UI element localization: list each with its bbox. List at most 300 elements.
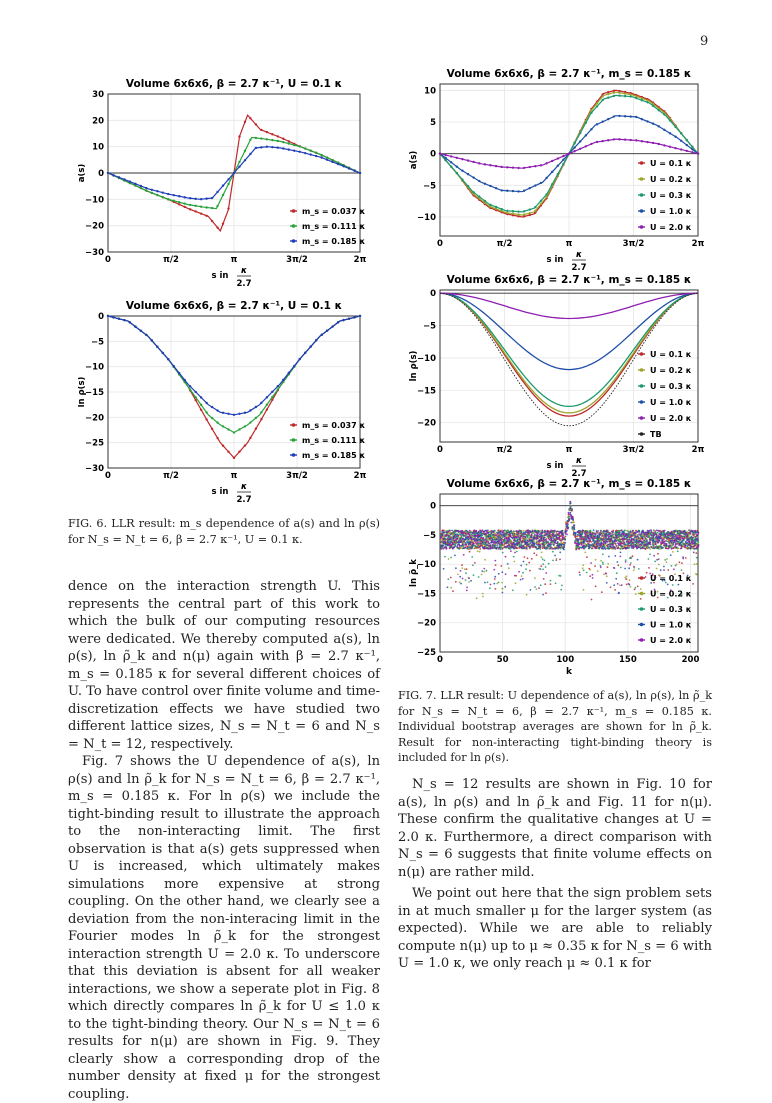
scatter-point bbox=[507, 563, 509, 565]
data-point bbox=[585, 145, 587, 147]
data-point bbox=[337, 163, 339, 165]
scatter-point bbox=[597, 532, 599, 534]
scatter-point bbox=[502, 548, 504, 550]
scatter-point bbox=[695, 536, 697, 538]
scatter-point bbox=[565, 536, 567, 538]
scatter-point bbox=[683, 538, 685, 540]
scatter-point bbox=[697, 546, 699, 548]
scatter-point bbox=[601, 543, 603, 545]
data-point bbox=[326, 156, 328, 158]
scatter-point bbox=[664, 559, 666, 561]
scatter-point bbox=[663, 569, 665, 571]
scatter-point bbox=[520, 579, 522, 581]
scatter-point bbox=[692, 583, 694, 585]
data-point bbox=[200, 198, 202, 200]
scatter-point bbox=[610, 586, 612, 588]
data-point bbox=[629, 115, 631, 117]
scatter-point bbox=[578, 544, 580, 546]
figure-7c bbox=[406, 478, 712, 680]
scatter-point bbox=[630, 536, 632, 538]
scatter-point bbox=[527, 537, 529, 539]
data-point bbox=[467, 173, 469, 175]
data-point bbox=[293, 150, 295, 152]
fig7-caption-label: FIG. 7. bbox=[398, 689, 437, 702]
data-point bbox=[233, 414, 235, 416]
data-point bbox=[249, 153, 251, 155]
data-point bbox=[512, 190, 514, 192]
x-axis-label-denominator: 2.7 bbox=[236, 279, 252, 289]
data-point bbox=[534, 210, 536, 212]
scatter-point bbox=[452, 590, 454, 592]
scatter-point bbox=[573, 524, 575, 526]
scatter-point bbox=[516, 547, 518, 549]
chart-title: Volume 6x6x6, β = 2.7 κ⁻¹, m_s = 0.185 κ bbox=[446, 478, 692, 490]
scatter-point bbox=[479, 548, 481, 550]
scatter-point bbox=[490, 584, 492, 586]
scatter-point bbox=[638, 546, 640, 548]
data-point bbox=[227, 451, 229, 453]
scatter-point bbox=[609, 545, 611, 547]
scatter-point bbox=[656, 533, 658, 535]
scatter-point bbox=[569, 503, 571, 505]
data-point bbox=[123, 178, 125, 180]
scatter-point bbox=[592, 574, 594, 576]
legend-marker bbox=[640, 592, 644, 596]
scatter-point bbox=[633, 539, 635, 541]
scatter-point bbox=[638, 568, 640, 570]
data-point bbox=[551, 160, 553, 162]
chart-fig7b bbox=[406, 270, 712, 480]
data-point bbox=[244, 150, 246, 152]
data-point bbox=[540, 182, 542, 184]
scatter-point bbox=[544, 539, 546, 541]
scatter-point bbox=[574, 532, 576, 534]
scatter-point bbox=[554, 541, 556, 543]
data-point bbox=[359, 172, 361, 174]
scatter-point bbox=[582, 530, 584, 532]
scatter-point bbox=[521, 544, 523, 546]
scatter-point bbox=[481, 570, 483, 572]
scatter-point bbox=[508, 567, 510, 569]
scatter-point bbox=[493, 569, 495, 571]
scatter-point bbox=[634, 589, 636, 591]
y-tick-label: 0 bbox=[98, 312, 104, 322]
data-point bbox=[140, 187, 142, 189]
scatter-point bbox=[606, 575, 608, 577]
scatter-point bbox=[574, 541, 576, 543]
data-point bbox=[238, 413, 240, 415]
scatter-point bbox=[483, 531, 485, 533]
scatter-point bbox=[469, 530, 471, 532]
scatter-point bbox=[605, 573, 607, 575]
legend-marker bbox=[640, 638, 644, 642]
data-point bbox=[652, 122, 654, 124]
scatter-point bbox=[677, 550, 679, 552]
scatter-point bbox=[630, 586, 632, 588]
scatter-point bbox=[539, 548, 541, 550]
scatter-point bbox=[497, 546, 499, 548]
legend-label: U = 0.2 κ bbox=[650, 366, 692, 375]
scatter-point bbox=[536, 554, 538, 556]
data-point bbox=[461, 169, 463, 171]
data-point bbox=[506, 166, 508, 168]
data-point bbox=[249, 409, 251, 411]
legend-marker bbox=[640, 368, 644, 372]
scatter-point bbox=[592, 577, 594, 579]
data-point bbox=[222, 184, 224, 186]
scatter-point bbox=[462, 545, 464, 547]
x-tick-label: 2π bbox=[691, 239, 705, 249]
data-point bbox=[545, 162, 547, 164]
data-point bbox=[562, 155, 564, 157]
data-point bbox=[557, 157, 559, 159]
legend-label: m_s = 0.111 κ bbox=[302, 436, 366, 445]
data-point bbox=[697, 152, 699, 154]
data-point bbox=[607, 97, 609, 99]
scatter-point bbox=[625, 561, 627, 563]
data-point bbox=[517, 213, 519, 215]
scatter-point bbox=[580, 535, 582, 537]
scatter-point bbox=[529, 570, 531, 572]
legend-label: U = 2.0 κ bbox=[650, 414, 692, 423]
scatter-point bbox=[658, 540, 660, 542]
scatter-point bbox=[612, 534, 614, 536]
data-point bbox=[156, 190, 158, 192]
scatter-point bbox=[603, 574, 605, 576]
scatter-point bbox=[515, 575, 517, 577]
scatter-point bbox=[570, 505, 572, 507]
y-tick-label: 30 bbox=[92, 90, 104, 100]
data-point bbox=[601, 99, 603, 101]
data-point bbox=[173, 200, 175, 202]
scatter-point bbox=[602, 563, 604, 565]
scatter-point bbox=[448, 558, 450, 560]
scatter-point bbox=[544, 537, 546, 539]
legend-label: U = 0.3 κ bbox=[650, 382, 692, 391]
data-point bbox=[607, 118, 609, 120]
data-point bbox=[282, 141, 284, 143]
data-point bbox=[512, 212, 514, 214]
left-paragraph-1: dence on the interaction strength U. This represents the central part of this work to which the bulk of our computing resources were dedicated. We thereby computed a(s), ln ρ(s), ln ρ̃_k and n(μ) again with β = 2.7 κ⁻¹, m_s = 0.185 κ for several different choices of U. To have control over finite volume and time-discretization effects we have studied two different lattice sizes, N_s = N_t = 6 and N_s = N_t = 12, respectively. bbox=[68, 579, 380, 752]
scatter-point bbox=[594, 565, 596, 567]
data-point bbox=[255, 417, 257, 419]
scatter-point bbox=[560, 544, 562, 546]
data-point bbox=[162, 191, 164, 193]
scatter-point bbox=[526, 542, 528, 544]
data-point bbox=[686, 150, 688, 152]
data-point bbox=[112, 174, 114, 176]
scatter-point bbox=[613, 546, 615, 548]
legend-marker bbox=[292, 453, 296, 457]
data-point bbox=[590, 143, 592, 145]
scatter-point bbox=[595, 559, 597, 561]
data-point bbox=[123, 319, 125, 321]
data-point bbox=[189, 208, 191, 210]
scatter-point bbox=[629, 564, 631, 566]
right-paragraph-2: We point out here that the sign problem sets in at much smaller μ for the larger system (as expected). While we are able to reliably compute n(μ) up to μ ≈ 0.35 κ for N_s = 6 with U = 1.0 κ, we only reach μ ≈ 0.1 κ for bbox=[398, 886, 712, 971]
x-axis-label: s in bbox=[546, 255, 564, 265]
scatter-point bbox=[628, 567, 630, 569]
data-point bbox=[277, 140, 279, 142]
data-point bbox=[309, 153, 311, 155]
scatter-point bbox=[605, 542, 607, 544]
data-point bbox=[500, 189, 502, 191]
scatter-point bbox=[573, 521, 575, 523]
scatter-point bbox=[540, 556, 542, 558]
scatter-point bbox=[668, 548, 670, 550]
data-point bbox=[216, 421, 218, 423]
data-point bbox=[512, 210, 514, 212]
data-point bbox=[260, 418, 262, 420]
scatter-point bbox=[572, 519, 574, 521]
y-tick-label: −25 bbox=[85, 438, 104, 449]
data-point bbox=[450, 165, 452, 167]
scatter-point bbox=[545, 592, 547, 594]
data-point bbox=[227, 428, 229, 430]
data-point bbox=[624, 92, 626, 94]
y-tick-label: −15 bbox=[417, 589, 436, 600]
x-tick-label: π bbox=[230, 471, 238, 481]
figure-6-caption bbox=[68, 516, 380, 547]
data-point bbox=[646, 101, 648, 103]
scatter-point bbox=[463, 554, 465, 556]
scatter-point bbox=[544, 583, 546, 585]
data-point bbox=[359, 315, 361, 317]
data-point bbox=[238, 165, 240, 167]
scatter-point bbox=[601, 591, 603, 593]
scatter-point bbox=[521, 575, 523, 577]
scatter-point bbox=[696, 557, 698, 559]
scatter-point bbox=[589, 546, 591, 548]
data-point bbox=[156, 194, 158, 196]
scatter-point bbox=[578, 532, 580, 534]
scatter-point bbox=[626, 576, 628, 578]
data-point bbox=[641, 118, 643, 120]
x-tick-label: 200 bbox=[681, 655, 700, 665]
scatter-point bbox=[635, 587, 637, 589]
data-point bbox=[534, 184, 536, 186]
scatter-point bbox=[513, 556, 515, 558]
scatter-point bbox=[542, 594, 544, 596]
scatter-point bbox=[502, 552, 504, 554]
scatter-point bbox=[637, 535, 639, 537]
scatter-point bbox=[633, 532, 635, 534]
x-axis-label: s in bbox=[211, 271, 229, 281]
scatter-point bbox=[542, 568, 544, 570]
data-point bbox=[540, 200, 542, 202]
left-paragraph-2: Fig. 7 shows the U dependence of a(s), ln ρ(s) and ln ρ̃_k for N_s = N_t = 6, β = 2.7 κ⁻¹, m_s = 0.185 κ. For ln ρ(s) we include the tight-binding result to illustrate the approach to the non-interacting limit. The first observation is that a(s) gets suppressed when U is increased, which ultimately makes simulations more expensive at strong coupling. On the other hand, we clearly see a deviation from the non-interacing limit in the Fourier modes ln ρ̃_k for the strongest interaction strength U = 2.0 κ. To underscore that this deviation is absent for all weaker interactions, we show a seperate plot in Fig. 8 which directly compares ln ρ̃_k for U ≤ 1.0 κ to the tight-binding theory. Our N_s = N_t = 6 results for n(μ) are shown in Fig. 9. They clearly show a corresponding drop of the number density at fixed μ for the strongest coupling. bbox=[68, 754, 380, 1102]
data-point bbox=[540, 203, 542, 205]
chart-fig7c bbox=[406, 478, 712, 676]
scatter-point bbox=[640, 588, 642, 590]
scatter-point bbox=[666, 558, 668, 560]
scatter-point bbox=[504, 540, 506, 542]
scatter-point bbox=[450, 587, 452, 589]
data-point bbox=[562, 163, 564, 165]
legend-label: U = 2.0 κ bbox=[650, 636, 692, 645]
scatter-point bbox=[507, 529, 509, 531]
data-point bbox=[585, 134, 587, 136]
scatter-point bbox=[552, 551, 554, 553]
scatter-point bbox=[484, 559, 486, 561]
data-point bbox=[282, 138, 284, 140]
scatter-point bbox=[619, 584, 621, 586]
legend-label: U = 0.1 κ bbox=[650, 159, 692, 168]
scatter-point bbox=[534, 533, 536, 535]
scatter-point bbox=[454, 555, 456, 557]
scatter-point bbox=[672, 543, 674, 545]
data-point bbox=[613, 92, 615, 94]
scatter-point bbox=[569, 512, 571, 514]
legend-label: TB bbox=[650, 430, 662, 439]
x-tick-label: 100 bbox=[556, 655, 575, 665]
x-tick-label: 0 bbox=[437, 655, 443, 665]
scatter-point bbox=[462, 578, 464, 580]
scatter-point bbox=[504, 534, 506, 536]
data-point bbox=[162, 352, 164, 354]
scatter-point bbox=[505, 556, 507, 558]
scatter-point bbox=[450, 577, 452, 579]
scatter-point bbox=[614, 567, 616, 569]
scatter-point bbox=[466, 568, 468, 570]
scatter-point bbox=[520, 565, 522, 567]
chart-title: Volume 6x6x6, β = 2.7 κ⁻¹, m_s = 0.185 κ bbox=[446, 68, 692, 80]
scatter-point bbox=[556, 558, 558, 560]
scatter-point bbox=[632, 555, 634, 557]
scatter-point bbox=[491, 539, 493, 541]
data-point bbox=[331, 325, 333, 327]
scatter-point bbox=[515, 582, 517, 584]
data-point bbox=[118, 318, 120, 320]
scatter-point bbox=[473, 543, 475, 545]
scatter-point bbox=[554, 555, 556, 557]
data-point bbox=[216, 409, 218, 411]
scatter-point bbox=[632, 545, 634, 547]
data-point bbox=[266, 396, 268, 398]
data-point bbox=[450, 155, 452, 157]
data-point bbox=[456, 157, 458, 159]
scatter-point bbox=[642, 534, 644, 536]
scatter-point bbox=[582, 532, 584, 534]
scatter-point bbox=[522, 572, 524, 574]
data-point bbox=[266, 138, 268, 140]
data-point bbox=[635, 97, 637, 99]
data-point bbox=[348, 167, 350, 169]
x-axis-label-denominator: 2.7 bbox=[571, 263, 587, 273]
scatter-point bbox=[562, 532, 564, 534]
scatter-point bbox=[578, 539, 580, 541]
figure-7b bbox=[406, 270, 712, 484]
legend-marker bbox=[640, 193, 644, 197]
data-point bbox=[255, 123, 257, 125]
legend-marker bbox=[640, 161, 644, 165]
data-point bbox=[244, 121, 246, 123]
legend-marker bbox=[640, 209, 644, 213]
scatter-point bbox=[465, 544, 467, 546]
data-point bbox=[255, 427, 257, 429]
data-point bbox=[167, 198, 169, 200]
y-tick-label: −10 bbox=[85, 362, 104, 373]
data-point bbox=[282, 379, 284, 381]
data-point bbox=[244, 425, 246, 427]
y-tick-label: −20 bbox=[85, 221, 104, 232]
data-point bbox=[145, 187, 147, 189]
scatter-point bbox=[602, 562, 604, 564]
data-point bbox=[271, 391, 273, 393]
y-tick-label: −20 bbox=[85, 413, 104, 424]
scatter-point bbox=[590, 541, 592, 543]
data-point bbox=[691, 148, 693, 150]
scatter-point bbox=[646, 540, 648, 542]
scatter-point bbox=[568, 516, 570, 518]
data-point bbox=[183, 379, 185, 381]
scatter-point bbox=[466, 587, 468, 589]
scatter-point bbox=[510, 540, 512, 542]
x-tick-label: 2π bbox=[353, 471, 367, 481]
data-point bbox=[178, 372, 180, 374]
y-tick-label: −30 bbox=[85, 248, 104, 258]
data-point bbox=[669, 132, 671, 134]
y-axis-label: ln ρ(s) bbox=[78, 376, 87, 408]
scatter-point bbox=[658, 558, 660, 560]
data-point bbox=[238, 135, 240, 137]
scatter-point bbox=[472, 564, 474, 566]
scatter-point bbox=[697, 548, 699, 550]
legend-label: U = 0.1 κ bbox=[650, 574, 692, 583]
legend-marker bbox=[292, 438, 296, 442]
scatter-point bbox=[488, 548, 490, 550]
data-point bbox=[227, 178, 229, 180]
data-point bbox=[178, 203, 180, 205]
data-point bbox=[579, 140, 581, 142]
legend-label: m_s = 0.037 κ bbox=[302, 207, 366, 216]
data-point bbox=[320, 154, 322, 156]
scatter-point bbox=[500, 540, 502, 542]
page-number: 9 bbox=[700, 34, 709, 49]
data-point bbox=[216, 437, 218, 439]
scatter-point bbox=[571, 508, 573, 510]
scatter-point bbox=[591, 599, 593, 601]
chart-title: Volume 6x6x6, β = 2.7 κ⁻¹, U = 0.1 κ bbox=[125, 300, 343, 312]
legend-label: U = 0.2 κ bbox=[650, 175, 692, 184]
data-point bbox=[529, 187, 531, 189]
legend-marker bbox=[640, 432, 644, 436]
scatter-point bbox=[593, 529, 595, 531]
data-point bbox=[211, 417, 213, 419]
scatter-point bbox=[553, 544, 555, 546]
body-text-left bbox=[68, 578, 380, 1103]
scatter-point bbox=[567, 528, 569, 530]
data-point bbox=[489, 164, 491, 166]
scatter-point bbox=[579, 574, 581, 576]
x-axis-label: k bbox=[566, 667, 572, 676]
scatter-point bbox=[589, 539, 591, 541]
scatter-point bbox=[495, 564, 497, 566]
scatter-point bbox=[494, 530, 496, 532]
scatter-point bbox=[518, 535, 520, 537]
scatter-point bbox=[593, 539, 595, 541]
scatter-point bbox=[681, 569, 683, 571]
y-tick-label: −15 bbox=[85, 388, 104, 398]
scatter-point bbox=[560, 589, 562, 591]
data-point bbox=[151, 192, 153, 194]
data-point bbox=[107, 315, 109, 317]
legend-label: U = 2.0 κ bbox=[650, 223, 692, 232]
scatter-point bbox=[559, 551, 561, 553]
scatter-point bbox=[569, 507, 571, 509]
data-point bbox=[178, 195, 180, 197]
scatter-point bbox=[685, 544, 687, 546]
